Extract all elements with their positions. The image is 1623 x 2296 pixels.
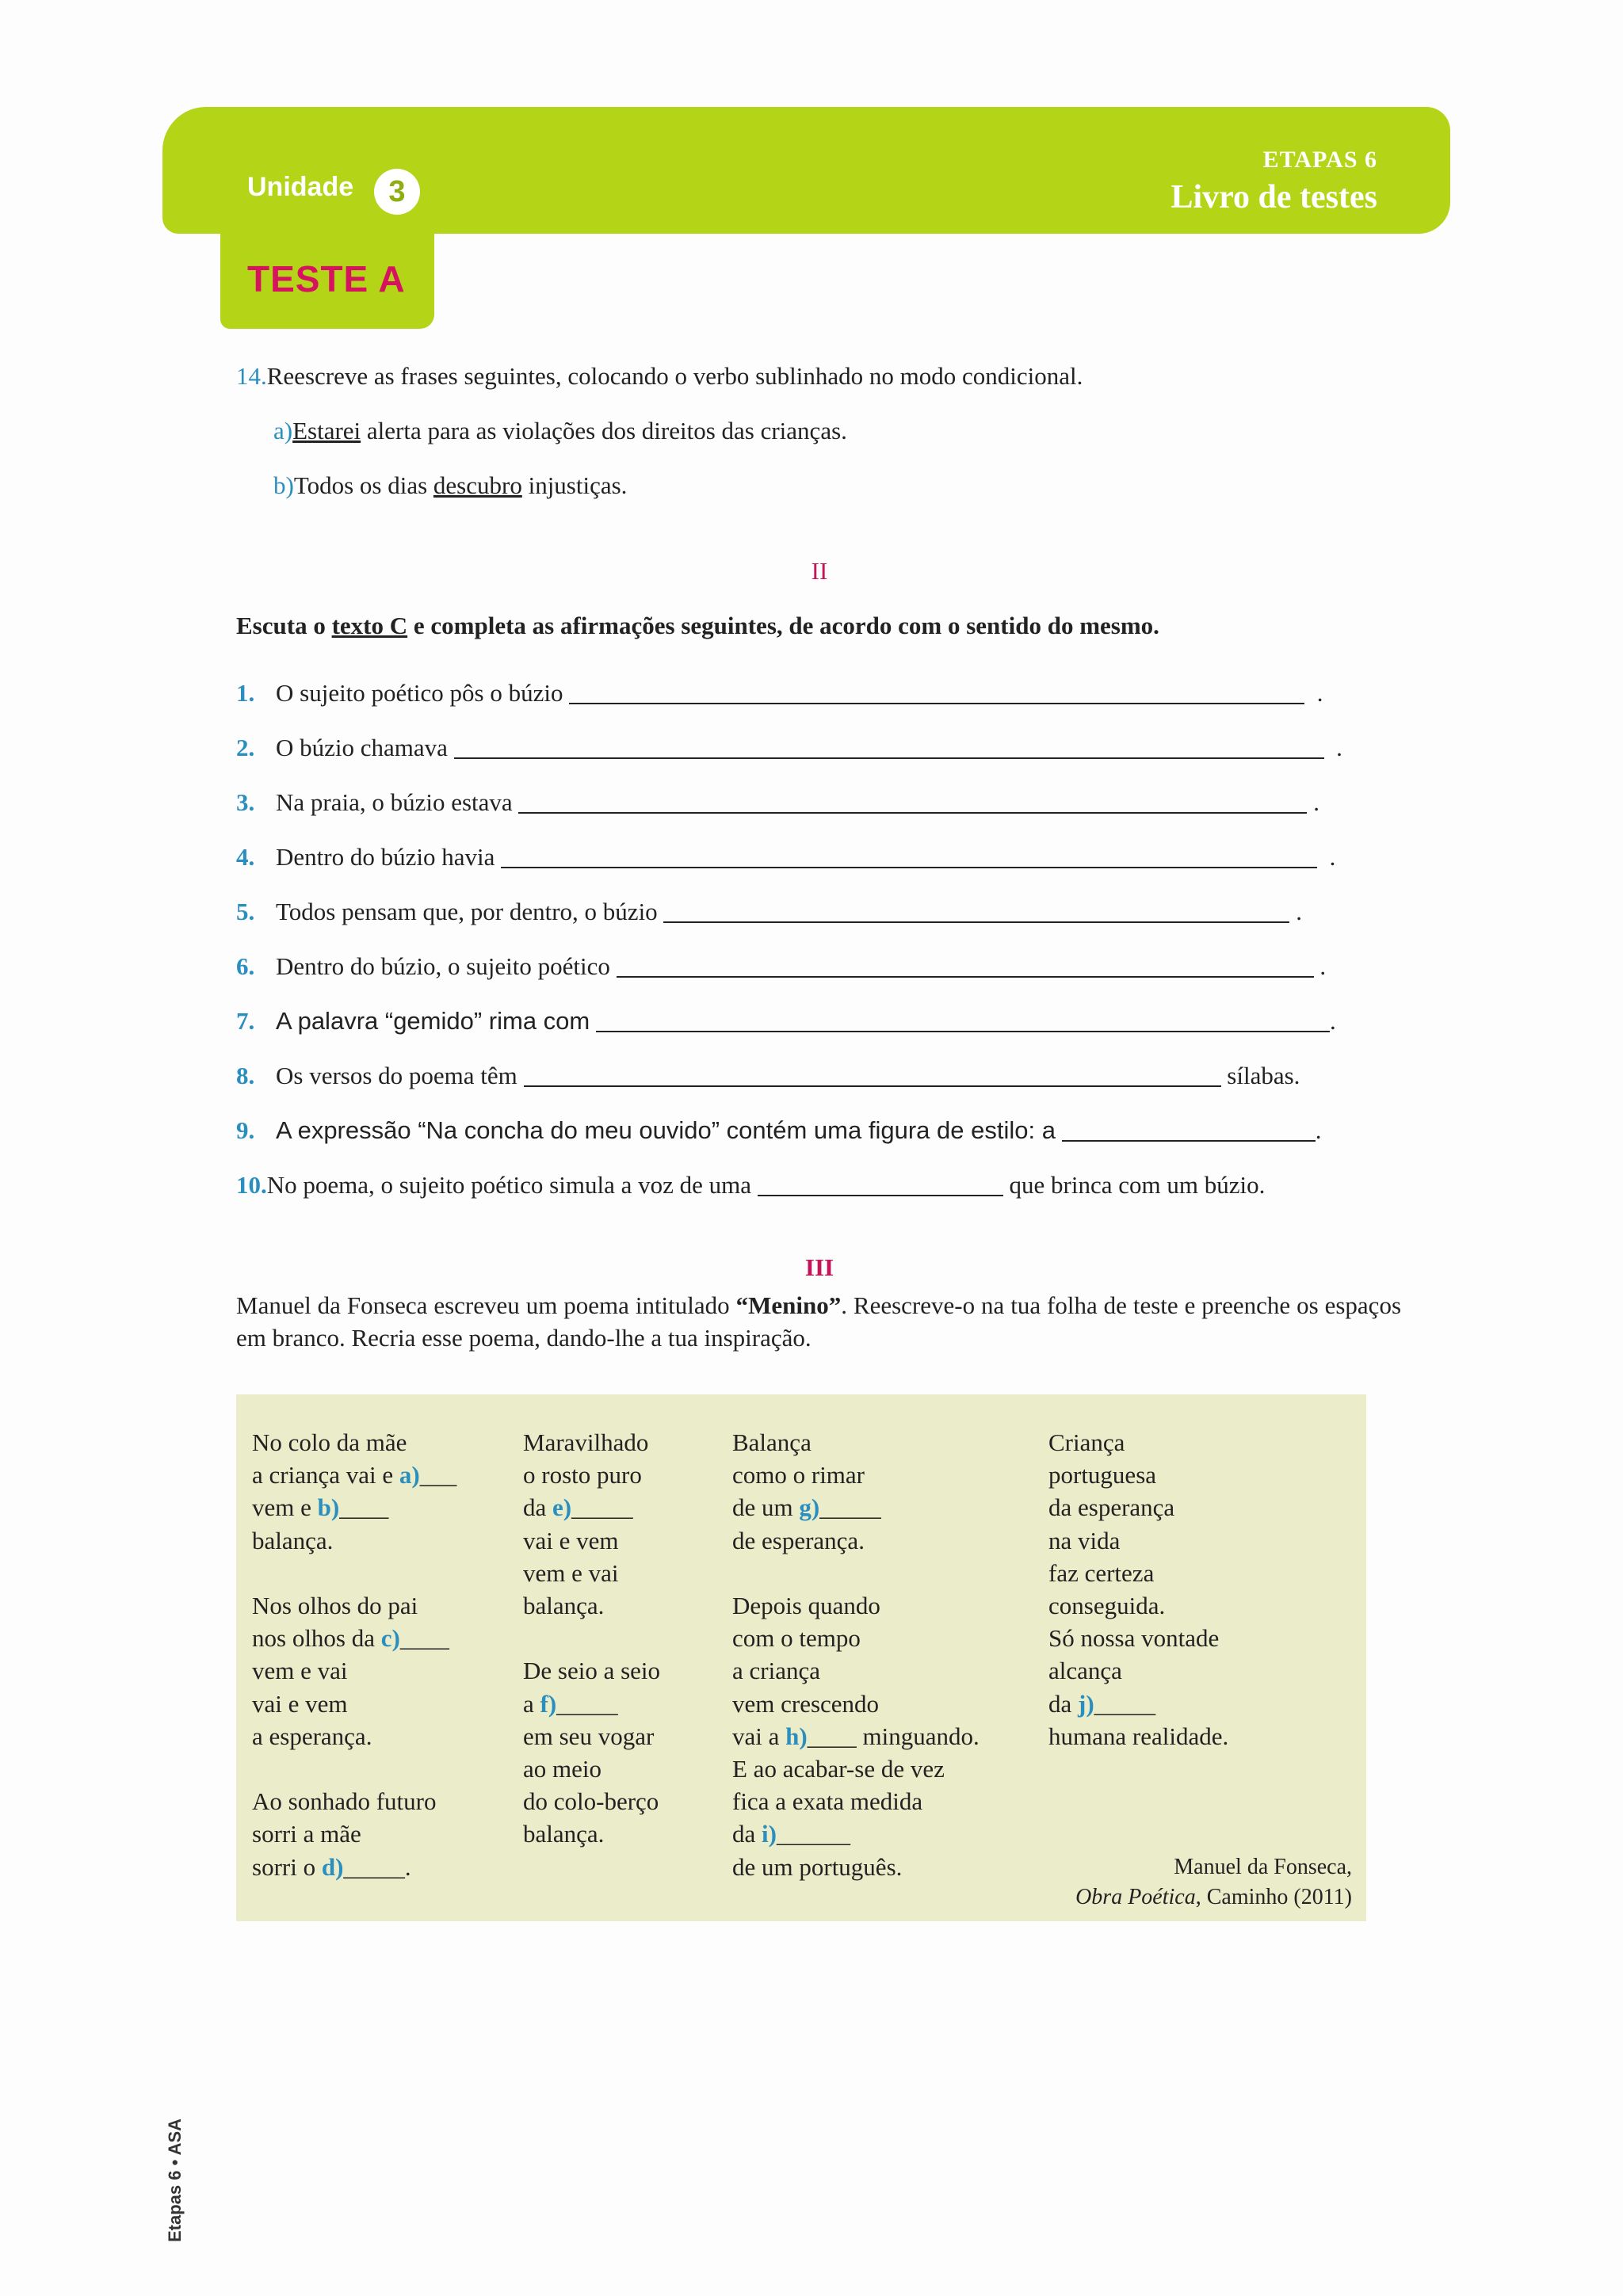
poem-line	[732, 1557, 980, 1589]
question-text: Reescreve as frases seguintes, colocando o verbo sublinhado no modo condicional.	[266, 362, 1083, 390]
item-number: 10.	[236, 1171, 267, 1199]
poem-text: Criança	[1048, 1428, 1125, 1456]
section-iii-heading: III	[804, 1253, 834, 1281]
poem-line	[252, 1524, 456, 1557]
item-end: .	[1313, 788, 1319, 816]
answer-line	[596, 1030, 1330, 1032]
fill-item-7	[236, 1007, 1336, 1035]
poem-text: portuguesa	[1048, 1461, 1157, 1489]
poem-text: em seu vogar	[523, 1722, 655, 1750]
poem-line	[732, 1459, 980, 1491]
poem-text: ___	[419, 1461, 457, 1489]
poem-column-3	[732, 1426, 980, 1883]
question-number: 14.	[236, 362, 267, 390]
poem-column-1	[252, 1426, 456, 1883]
poem-text: _____	[571, 1493, 633, 1522]
poem-text: vai e vem	[523, 1526, 619, 1554]
poem-line	[252, 1622, 456, 1654]
underlined-verb: Estarei	[292, 417, 361, 444]
poem-line	[523, 1524, 660, 1557]
poem-text: o rosto puro	[523, 1461, 642, 1489]
poem-text: de um português.	[732, 1852, 903, 1881]
sub-label: b)	[273, 471, 294, 499]
poem-text: Maravilhado	[523, 1428, 649, 1456]
poem-line	[252, 1753, 456, 1785]
item-text: Na praia, o búzio estava	[276, 788, 513, 816]
answer-line	[569, 702, 1304, 704]
poem-line	[732, 1720, 980, 1753]
blank-label: g)	[799, 1493, 820, 1522]
answer-line	[617, 975, 1314, 978]
item-number: 6.	[236, 952, 255, 980]
poem-text: De seio a seio	[523, 1657, 661, 1685]
poem-line	[523, 1688, 660, 1720]
poem-text: vai a	[732, 1722, 786, 1750]
section-iii-paragraph	[236, 1289, 1401, 1354]
poem-line	[732, 1622, 980, 1654]
blank-label: f)	[540, 1689, 557, 1718]
paragraph-end: . Reescreve-o na tua folha de teste e preenche os espaços em branco. Recria esse poema, dando-lhe a tua inspiração.	[236, 1291, 1402, 1352]
item-end: que brinca com um búzio.	[1009, 1171, 1266, 1199]
fill-item-6	[236, 952, 1326, 981]
item-text: A palavra “gemido” rima com	[276, 1007, 590, 1035]
poem-text: nos olhos da	[252, 1624, 381, 1653]
poem-line	[523, 1654, 660, 1687]
poem-text: No colo da mãe	[252, 1428, 407, 1456]
poem-line	[732, 1688, 980, 1720]
poem-text: balança.	[252, 1526, 334, 1554]
poem-text: ao meio	[523, 1755, 601, 1783]
poem-text: da	[523, 1493, 553, 1522]
poem-line	[523, 1720, 660, 1753]
book-series: ETAPAS 6	[1262, 147, 1377, 173]
poem-text: de um	[732, 1493, 800, 1522]
sentence-rest: alerta para as violações dos direitos das crianças.	[361, 417, 847, 444]
poem-line	[252, 1817, 456, 1850]
item-number: 7.	[236, 1007, 255, 1035]
item-number: 5.	[236, 898, 255, 925]
poem-line	[252, 1785, 456, 1817]
book-title: Livro de testes	[1170, 179, 1377, 215]
blank-label: b)	[317, 1493, 340, 1522]
blank-label: d)	[321, 1852, 344, 1881]
fill-item-9	[236, 1116, 1321, 1145]
poem-line	[252, 1426, 456, 1459]
poem-line	[732, 1524, 980, 1557]
answer-line	[663, 921, 1289, 923]
poem-line	[523, 1557, 660, 1589]
poem-text: como o rimar	[732, 1461, 865, 1489]
blank-label: c)	[380, 1624, 400, 1653]
unit-number-badge: 3	[374, 169, 420, 215]
blank-label: e)	[552, 1493, 572, 1522]
poem-line	[252, 1654, 456, 1687]
poem-line	[732, 1654, 980, 1687]
item-text: No poema, o sujeito poético simula a voz de uma	[266, 1171, 751, 1199]
poem-line	[1048, 1688, 1228, 1720]
section-ii-heading: II	[811, 557, 828, 585]
poem-text: a criança vai e	[252, 1461, 399, 1489]
poem-text: a	[523, 1689, 540, 1718]
item-number: 8.	[236, 1062, 255, 1089]
sub-label: a)	[273, 417, 293, 444]
poem-text: com o tempo	[732, 1624, 861, 1653]
poem-title: “Menino”	[735, 1291, 842, 1319]
underlined-verb: descubro	[433, 471, 522, 499]
instruction-text-ref: texto C	[331, 612, 408, 639]
question-14a	[273, 417, 847, 445]
poem-credit	[1075, 1852, 1352, 1913]
poem-text: de esperança.	[732, 1526, 865, 1554]
poem-line	[1048, 1426, 1228, 1459]
poem-text: Depois quando	[732, 1592, 880, 1620]
poem-text: balança.	[523, 1592, 605, 1620]
question-14b	[273, 471, 627, 500]
item-text: A expressão “Na concha do meu ouvido” contém uma figura de estilo: a	[276, 1116, 1056, 1144]
poem-line	[1048, 1654, 1228, 1687]
poem-line	[732, 1426, 980, 1459]
poem-text: ____	[339, 1493, 389, 1522]
poem-column-2	[523, 1426, 660, 1851]
poem-text: da	[732, 1820, 762, 1848]
footer-publisher: Etapas 6 • ASA	[165, 2118, 185, 2242]
poem-text: sorri a mãe	[252, 1820, 361, 1848]
poem-text: a criança	[732, 1657, 820, 1685]
poem-text: a esperança.	[252, 1722, 372, 1750]
poem-text: conseguida.	[1048, 1592, 1166, 1620]
poem-line	[252, 1688, 456, 1720]
item-end: .	[1319, 952, 1327, 980]
poem-text: na vida	[1048, 1526, 1121, 1554]
blank-label: h)	[785, 1722, 808, 1750]
poem-line	[1048, 1622, 1228, 1654]
item-text: O búzio chamava	[276, 734, 448, 761]
test-label: TESTE A	[247, 258, 406, 299]
item-end: .	[1316, 679, 1323, 707]
poem-text: E ao acabar-se de vez	[732, 1755, 945, 1783]
answer-line	[758, 1194, 1003, 1196]
item-end: .	[1330, 1007, 1336, 1035]
instruction-end: e completa as afirmações seguintes, de acordo com o sentido do mesmo.	[407, 612, 1159, 639]
poem-line	[252, 1557, 456, 1589]
poem-text: ____	[399, 1624, 449, 1653]
poem-text: Só nossa vontade	[1048, 1624, 1220, 1653]
fill-item-1	[236, 679, 1323, 707]
poem-text: balança.	[523, 1820, 605, 1848]
item-end: .	[1336, 734, 1342, 761]
poem-line	[252, 1720, 456, 1753]
poem-line	[732, 1851, 980, 1883]
item-number: 3.	[236, 788, 255, 816]
item-text: O sujeito poético pôs o búzio	[276, 679, 563, 707]
item-number: 4.	[236, 843, 255, 871]
poem-line	[1048, 1720, 1228, 1753]
poem-line	[523, 1491, 660, 1524]
credit-work: Obra Poética	[1075, 1885, 1196, 1909]
poem-text: da esperança	[1048, 1493, 1175, 1522]
poem-text: _____	[1094, 1689, 1156, 1718]
poem-line	[523, 1753, 660, 1785]
poem-text: _____.	[343, 1852, 411, 1881]
blank-label: i)	[762, 1820, 777, 1848]
section-ii-instruction	[236, 612, 1159, 640]
blank-label: a)	[399, 1461, 420, 1489]
answer-line	[454, 757, 1324, 759]
unit-label: Unidade	[247, 172, 354, 202]
poem-line	[732, 1785, 980, 1817]
poem-text: sorri o	[252, 1852, 322, 1881]
sentence-rest: injustiças.	[521, 471, 628, 499]
poem-text: ______	[776, 1820, 850, 1848]
fill-item-10	[236, 1171, 1265, 1199]
poem-line	[523, 1426, 660, 1459]
item-end: .	[1329, 843, 1336, 871]
poem-text: Ao sonhado futuro	[252, 1787, 437, 1816]
poem-text: vem e vai	[523, 1558, 619, 1587]
fill-item-3	[236, 788, 1319, 817]
poem-column-4	[1048, 1426, 1228, 1753]
poem-line	[252, 1491, 456, 1524]
sentence-start: Todos os dias	[293, 471, 433, 499]
credit-publisher: , Caminho (2011)	[1195, 1885, 1352, 1909]
poem-line	[523, 1817, 660, 1850]
poem-line	[523, 1622, 660, 1654]
poem-line	[732, 1491, 980, 1524]
item-text: Os versos do poema têm	[276, 1062, 517, 1089]
item-end: sílabas.	[1227, 1062, 1300, 1089]
instruction-start: Escuta o	[236, 612, 332, 639]
poem-text: Balança	[732, 1428, 812, 1456]
credit-author: Manuel da Fonseca,	[1174, 1855, 1352, 1879]
poem-line	[252, 1589, 456, 1622]
poem-text: fica a exata medida	[732, 1787, 923, 1816]
item-text: Dentro do búzio, o sujeito poético	[276, 952, 610, 980]
poem-text: da	[1048, 1689, 1079, 1718]
fill-item-2	[236, 734, 1342, 762]
poem-text: vai e vem	[252, 1689, 348, 1718]
answer-line	[524, 1085, 1221, 1087]
poem-text: Nos olhos do pai	[252, 1592, 418, 1620]
poem-text: do colo-berço	[523, 1787, 659, 1816]
item-text: Dentro do búzio havia	[276, 843, 495, 871]
answer-line	[518, 811, 1307, 814]
question-14	[236, 362, 1083, 391]
fill-item-5	[236, 898, 1302, 926]
poem-text: vem e	[252, 1493, 318, 1522]
blank-label: j)	[1078, 1689, 1094, 1718]
answer-line	[1062, 1139, 1316, 1142]
answer-line	[501, 866, 1317, 868]
poem-text: alcança	[1048, 1657, 1122, 1685]
poem-line	[1048, 1459, 1228, 1491]
credit-work-line	[1075, 1882, 1352, 1913]
poem-text: _____	[819, 1493, 881, 1522]
poem-text: _____	[556, 1689, 618, 1718]
poem-line	[1048, 1589, 1228, 1622]
poem-line	[1048, 1557, 1228, 1589]
poem-text: faz certeza	[1048, 1558, 1155, 1587]
poem-line	[1048, 1491, 1228, 1524]
poem-line	[523, 1589, 660, 1622]
fill-item-8	[236, 1062, 1300, 1090]
item-text: Todos pensam que, por dentro, o búzio	[276, 898, 658, 925]
poem-line	[732, 1753, 980, 1785]
poem-text: humana realidade.	[1048, 1722, 1229, 1750]
poem-line	[523, 1785, 660, 1817]
poem-line	[1048, 1524, 1228, 1557]
item-number: 9.	[236, 1116, 255, 1144]
item-number: 1.	[236, 679, 255, 707]
poem-text: vem crescendo	[732, 1689, 880, 1718]
item-number: 2.	[236, 734, 255, 761]
item-end: .	[1296, 898, 1302, 925]
paragraph-start: Manuel da Fonseca escreveu um poema intitulado	[236, 1291, 736, 1319]
poem-text: vem e vai	[252, 1657, 348, 1685]
poem-line	[523, 1459, 660, 1491]
poem-text: ____ minguando.	[807, 1722, 980, 1750]
poem-line	[252, 1851, 456, 1883]
fill-item-4	[236, 843, 1335, 871]
poem-line	[732, 1817, 980, 1850]
item-end: .	[1315, 1116, 1322, 1144]
poem-line	[252, 1459, 456, 1491]
poem-line	[732, 1589, 980, 1622]
